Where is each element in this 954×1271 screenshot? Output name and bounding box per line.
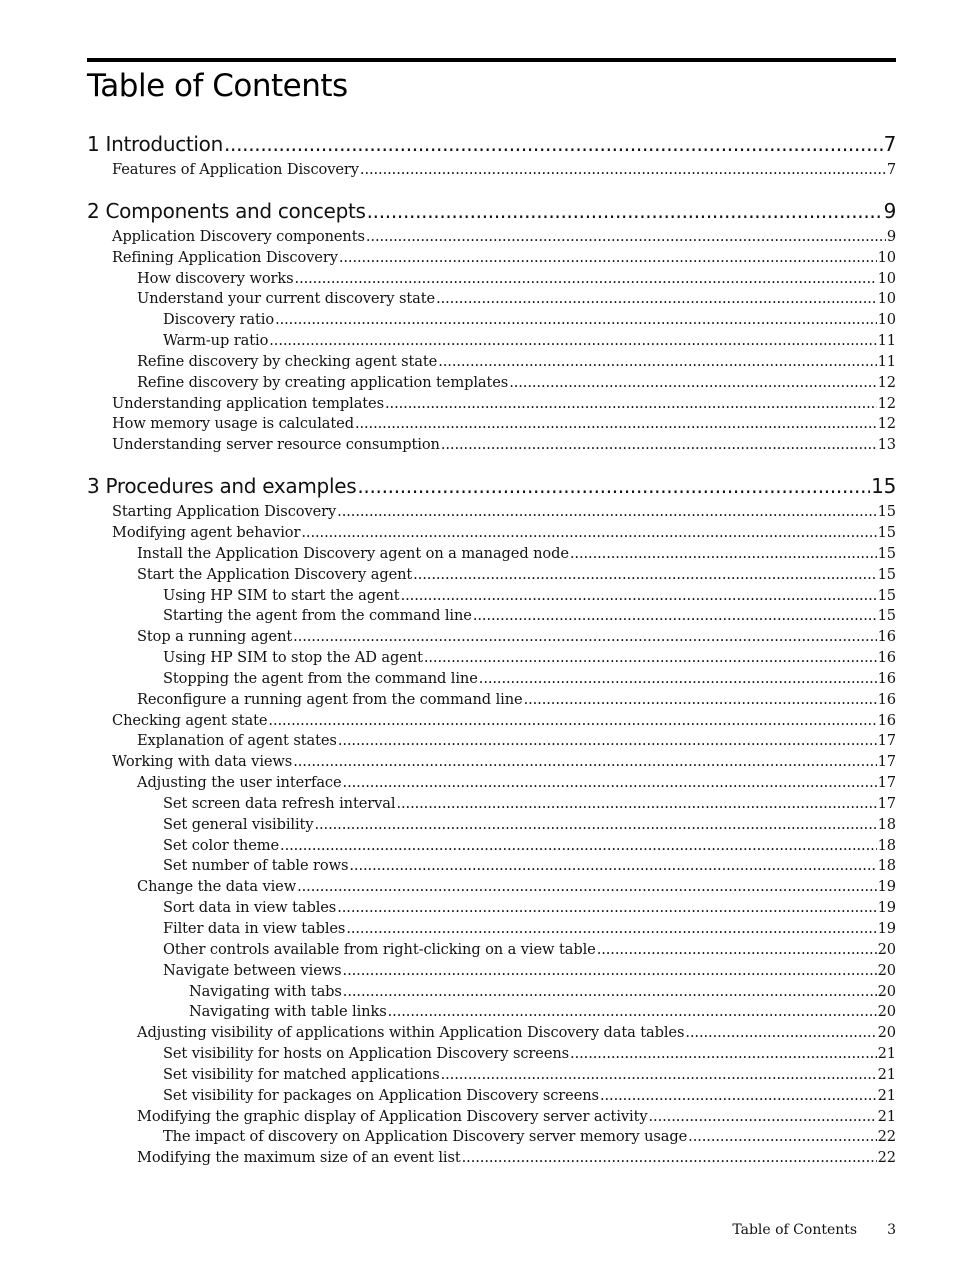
entry-page-number[interactable]: 20 (877, 961, 896, 979)
toc-entry[interactable] (87, 648, 896, 669)
entry-page-number[interactable]: 13 (877, 436, 896, 454)
dot-leader (600, 1086, 877, 1107)
toc-entry[interactable] (87, 1127, 896, 1148)
entry-page-number[interactable]: 17 (877, 794, 896, 812)
dot-leader (337, 898, 876, 919)
toc-entry[interactable] (87, 856, 896, 877)
entry-title[interactable]: Set visibility for packages on Application Discovery screens (163, 1086, 599, 1104)
entry-title[interactable]: Navigate between views (163, 961, 342, 979)
entry-title[interactable]: Modifying the maximum size of an event list (137, 1149, 461, 1167)
toc-entry[interactable] (87, 669, 896, 690)
toc-entry[interactable] (87, 394, 896, 415)
entry-page-number[interactable]: 11 (877, 332, 896, 350)
entry-title[interactable]: How memory usage is calculated (112, 415, 354, 433)
entry-page-number[interactable]: 18 (877, 857, 896, 875)
chapter-page-number[interactable]: 15 (871, 474, 896, 499)
entry-title[interactable]: Navigating with table links (189, 1003, 387, 1021)
entry-title[interactable]: Install the Application Discovery agent on a managed node (137, 544, 569, 562)
dot-leader (295, 269, 877, 290)
page-footer (732, 1222, 896, 1238)
toc-entry[interactable] (87, 690, 896, 711)
dot-leader (388, 1002, 877, 1023)
dot-leader (337, 502, 876, 523)
dot-leader (509, 373, 876, 394)
entry-title[interactable]: Working with data views (112, 753, 293, 771)
toc-entry[interactable] (87, 752, 896, 773)
entry-title[interactable]: Sort data in view tables (163, 899, 337, 917)
toc-entry[interactable] (87, 310, 896, 331)
dot-leader (685, 1023, 876, 1044)
table-of-contents (87, 128, 896, 1183)
toc-entry[interactable] (87, 1023, 896, 1044)
toc-entry[interactable] (87, 773, 896, 794)
toc-chapter (87, 470, 896, 1169)
entry-title[interactable]: Application Discovery components (112, 227, 365, 245)
page-title: Table of Contents (87, 68, 348, 104)
entry-page-number[interactable]: 16 (877, 628, 896, 646)
toc-entry[interactable] (87, 269, 896, 290)
toc-entry[interactable] (87, 414, 896, 435)
entry-page-number[interactable]: 17 (877, 753, 896, 771)
toc-entry[interactable] (87, 248, 896, 269)
toc-entry[interactable] (87, 227, 896, 248)
entry-title[interactable]: Refining Application Discovery (112, 248, 338, 266)
toc-chapter-heading[interactable] (87, 128, 896, 160)
dot-leader (268, 711, 876, 732)
entry-page-number[interactable]: 15 (877, 565, 896, 583)
entry-title[interactable]: Set color theme (163, 836, 280, 854)
dot-leader (649, 1107, 877, 1128)
dot-leader (343, 982, 877, 1003)
toc-entry[interactable] (87, 373, 896, 394)
toc-entry[interactable] (87, 544, 896, 565)
toc-entry[interactable] (87, 877, 896, 898)
footer-page-number: 3 (887, 1222, 896, 1238)
toc-entry[interactable] (87, 961, 896, 982)
toc-entry[interactable] (87, 502, 896, 523)
dot-leader (349, 856, 876, 877)
dot-leader (385, 394, 877, 415)
dot-leader (343, 961, 877, 982)
dot-leader (401, 586, 877, 607)
dot-leader (293, 627, 876, 648)
dot-leader (438, 352, 876, 373)
toc-entry[interactable] (87, 1148, 896, 1169)
toc-entry[interactable] (87, 523, 896, 544)
toc-entry[interactable] (87, 919, 896, 940)
dot-leader (357, 470, 870, 502)
entry-title[interactable]: Modifying the graphic display of Application Discovery server activity (137, 1107, 648, 1125)
toc-entry[interactable] (87, 331, 896, 352)
toc-chapter-heading[interactable] (87, 195, 896, 227)
entry-page-number[interactable]: 12 (877, 394, 896, 412)
entry-title[interactable]: Set general visibility (163, 815, 314, 833)
toc-entry[interactable] (87, 836, 896, 857)
dot-leader (338, 731, 877, 752)
dot-leader (441, 435, 877, 456)
entry-page-number[interactable]: 19 (877, 899, 896, 917)
entry-title[interactable]: Set visibility for matched applications (163, 1065, 440, 1083)
entry-page-number[interactable]: 19 (877, 878, 896, 896)
dot-leader (436, 289, 877, 310)
dot-leader (275, 310, 877, 331)
toc-entry[interactable] (87, 1065, 896, 1086)
entry-page-number[interactable]: 17 (877, 732, 896, 750)
dot-leader (355, 414, 877, 435)
entry-page-number[interactable]: 10 (877, 311, 896, 329)
toc-entry[interactable] (87, 627, 896, 648)
entry-page-number[interactable]: 15 (877, 607, 896, 625)
entry-page-number[interactable]: 19 (877, 920, 896, 937)
toc-chapter (87, 195, 896, 456)
entry-title[interactable]: Modifying agent behavior (112, 523, 301, 541)
entry-page-number[interactable]: 20 (877, 940, 896, 958)
entry-page-number[interactable]: 20 (877, 1024, 896, 1042)
toc-entry[interactable] (87, 1044, 896, 1065)
dot-leader (339, 248, 877, 269)
footer-label: Table of Contents (732, 1222, 858, 1238)
entry-page-number[interactable]: 10 (877, 290, 896, 308)
toc-entry[interactable] (87, 606, 896, 627)
chapter-title[interactable]: 3 Procedures and examples (87, 474, 357, 499)
dot-leader (597, 940, 877, 961)
dot-leader (473, 606, 877, 627)
toc-entry[interactable] (87, 731, 896, 752)
entry-title[interactable]: Explanation of agent states (137, 732, 337, 750)
toc-entry[interactable] (87, 160, 896, 181)
dot-leader (366, 227, 886, 248)
entry-title[interactable]: Filter data in view tables (163, 920, 346, 937)
toc-entry[interactable] (87, 586, 896, 607)
entry-page-number[interactable]: 11 (877, 352, 896, 370)
toc-entry[interactable] (87, 289, 896, 310)
dot-leader (570, 544, 877, 565)
entry-page-number[interactable]: 20 (877, 982, 896, 1000)
toc-entry[interactable] (87, 565, 896, 586)
entry-page-number[interactable]: 10 (877, 269, 896, 287)
entry-title[interactable]: Starting Application Discovery (112, 503, 337, 521)
toc-chapter-heading[interactable] (87, 470, 896, 502)
entry-title[interactable]: Reconfigure a running agent from the command line (137, 690, 523, 708)
dot-leader (343, 773, 877, 794)
entry-page-number[interactable]: 15 (877, 523, 896, 541)
toc-entry[interactable] (87, 1086, 896, 1107)
entry-page-number[interactable]: 22 (877, 1149, 896, 1167)
entry-page-number[interactable]: 15 (877, 503, 896, 521)
entry-page-number[interactable]: 9 (886, 227, 896, 245)
dot-leader (293, 752, 876, 773)
entry-title[interactable]: The impact of discovery on Application Discovery server memory usage (163, 1128, 688, 1146)
entry-page-number[interactable]: 18 (877, 836, 896, 854)
dot-leader (269, 331, 876, 352)
toc-entry[interactable] (87, 940, 896, 961)
dot-leader (346, 919, 876, 940)
entry-title[interactable]: Features of Application Discovery (112, 161, 359, 178)
toc-entry[interactable] (87, 794, 896, 815)
toc-entry[interactable] (87, 711, 896, 732)
entry-title[interactable]: Understand your current discovery state (137, 290, 436, 308)
entry-title[interactable]: Using HP SIM to start the agent (163, 586, 400, 604)
entry-page-number[interactable]: 10 (877, 248, 896, 266)
dot-leader (396, 794, 876, 815)
entry-title[interactable]: Warm-up ratio (163, 332, 269, 350)
toc-entry[interactable] (87, 898, 896, 919)
dot-leader (688, 1127, 876, 1148)
entry-title[interactable]: Stopping the agent from the command line (163, 669, 478, 687)
entry-page-number[interactable]: 21 (877, 1107, 896, 1125)
chapter-title[interactable]: 1 Introduction (87, 132, 223, 156)
chapter-title[interactable]: 2 Components and concepts (87, 198, 366, 223)
entry-page-number[interactable]: 22 (877, 1128, 896, 1146)
entry-page-number[interactable]: 21 (877, 1065, 896, 1083)
entry-page-number[interactable]: 12 (877, 415, 896, 433)
entry-page-number[interactable]: 16 (877, 690, 896, 708)
dot-leader (297, 877, 877, 898)
entry-title[interactable]: Adjusting the user interface (137, 774, 342, 792)
toc-entry[interactable] (87, 435, 896, 456)
entry-page-number[interactable]: 12 (877, 373, 896, 391)
entry-title[interactable]: Start the Application Discovery agent (137, 565, 413, 583)
entry-title[interactable]: Using HP SIM to stop the AD agent (163, 649, 423, 667)
dot-leader (441, 1065, 877, 1086)
entry-title[interactable]: Understanding server resource consumption (112, 436, 440, 454)
entry-page-number[interactable]: 7 (886, 161, 896, 178)
entry-title[interactable]: Refine discovery by creating application templates (137, 373, 509, 391)
chapter-page-number[interactable]: 9 (883, 198, 896, 223)
entry-title[interactable]: Set number of table rows (163, 857, 349, 875)
entry-page-number[interactable]: 16 (877, 669, 896, 687)
dot-leader (413, 565, 876, 586)
toc-entry[interactable] (87, 1002, 896, 1023)
entry-title[interactable]: Set screen data refresh interval (163, 794, 396, 812)
dot-leader (479, 669, 877, 690)
dot-leader (524, 690, 877, 711)
entry-title[interactable]: Stop a running agent (137, 628, 293, 646)
top-rule (87, 58, 896, 62)
toc-entry[interactable] (87, 815, 896, 836)
dot-leader (570, 1044, 877, 1065)
entry-page-number[interactable]: 16 (877, 649, 896, 667)
entry-title[interactable]: Refine discovery by checking agent state (137, 352, 438, 370)
entry-title[interactable]: Checking agent state (112, 711, 268, 729)
dot-leader (314, 815, 876, 836)
entry-title[interactable]: Set visibility for hosts on Application Discovery screens (163, 1045, 570, 1063)
dot-leader (360, 160, 886, 181)
entry-page-number[interactable]: 21 (877, 1045, 896, 1063)
entry-title[interactable]: Understanding application templates (112, 394, 384, 412)
dot-leader (367, 195, 883, 227)
entry-page-number[interactable]: 15 (877, 586, 896, 604)
dot-leader (424, 648, 877, 669)
dot-leader (280, 836, 877, 857)
entry-title[interactable]: Adjusting visibility of applications within Application Discovery data tables (137, 1024, 685, 1042)
entry-title[interactable]: Navigating with tabs (189, 982, 342, 1000)
chapter-page-number[interactable]: 7 (883, 132, 896, 156)
entry-title[interactable]: How discovery works (137, 269, 294, 287)
toc-entry[interactable] (87, 1107, 896, 1128)
entry-title[interactable]: Change the data view (137, 878, 297, 896)
entry-title[interactable]: Discovery ratio (163, 311, 275, 329)
entry-title[interactable]: Other controls available from right-clicking on a view table (163, 940, 596, 958)
dot-leader (224, 128, 883, 160)
entry-page-number[interactable]: 21 (877, 1086, 896, 1104)
dot-leader (301, 523, 876, 544)
entry-page-number[interactable]: 20 (877, 1003, 896, 1021)
toc-chapter (87, 128, 896, 181)
toc-entry[interactable] (87, 352, 896, 373)
toc-entry[interactable] (87, 982, 896, 1003)
entry-page-number[interactable]: 15 (877, 544, 896, 562)
dot-leader (462, 1148, 877, 1169)
entry-title[interactable]: Starting the agent from the command line (163, 607, 472, 625)
entry-page-number[interactable]: 18 (877, 815, 896, 833)
entry-page-number[interactable]: 17 (877, 774, 896, 792)
entry-page-number[interactable]: 16 (877, 711, 896, 729)
